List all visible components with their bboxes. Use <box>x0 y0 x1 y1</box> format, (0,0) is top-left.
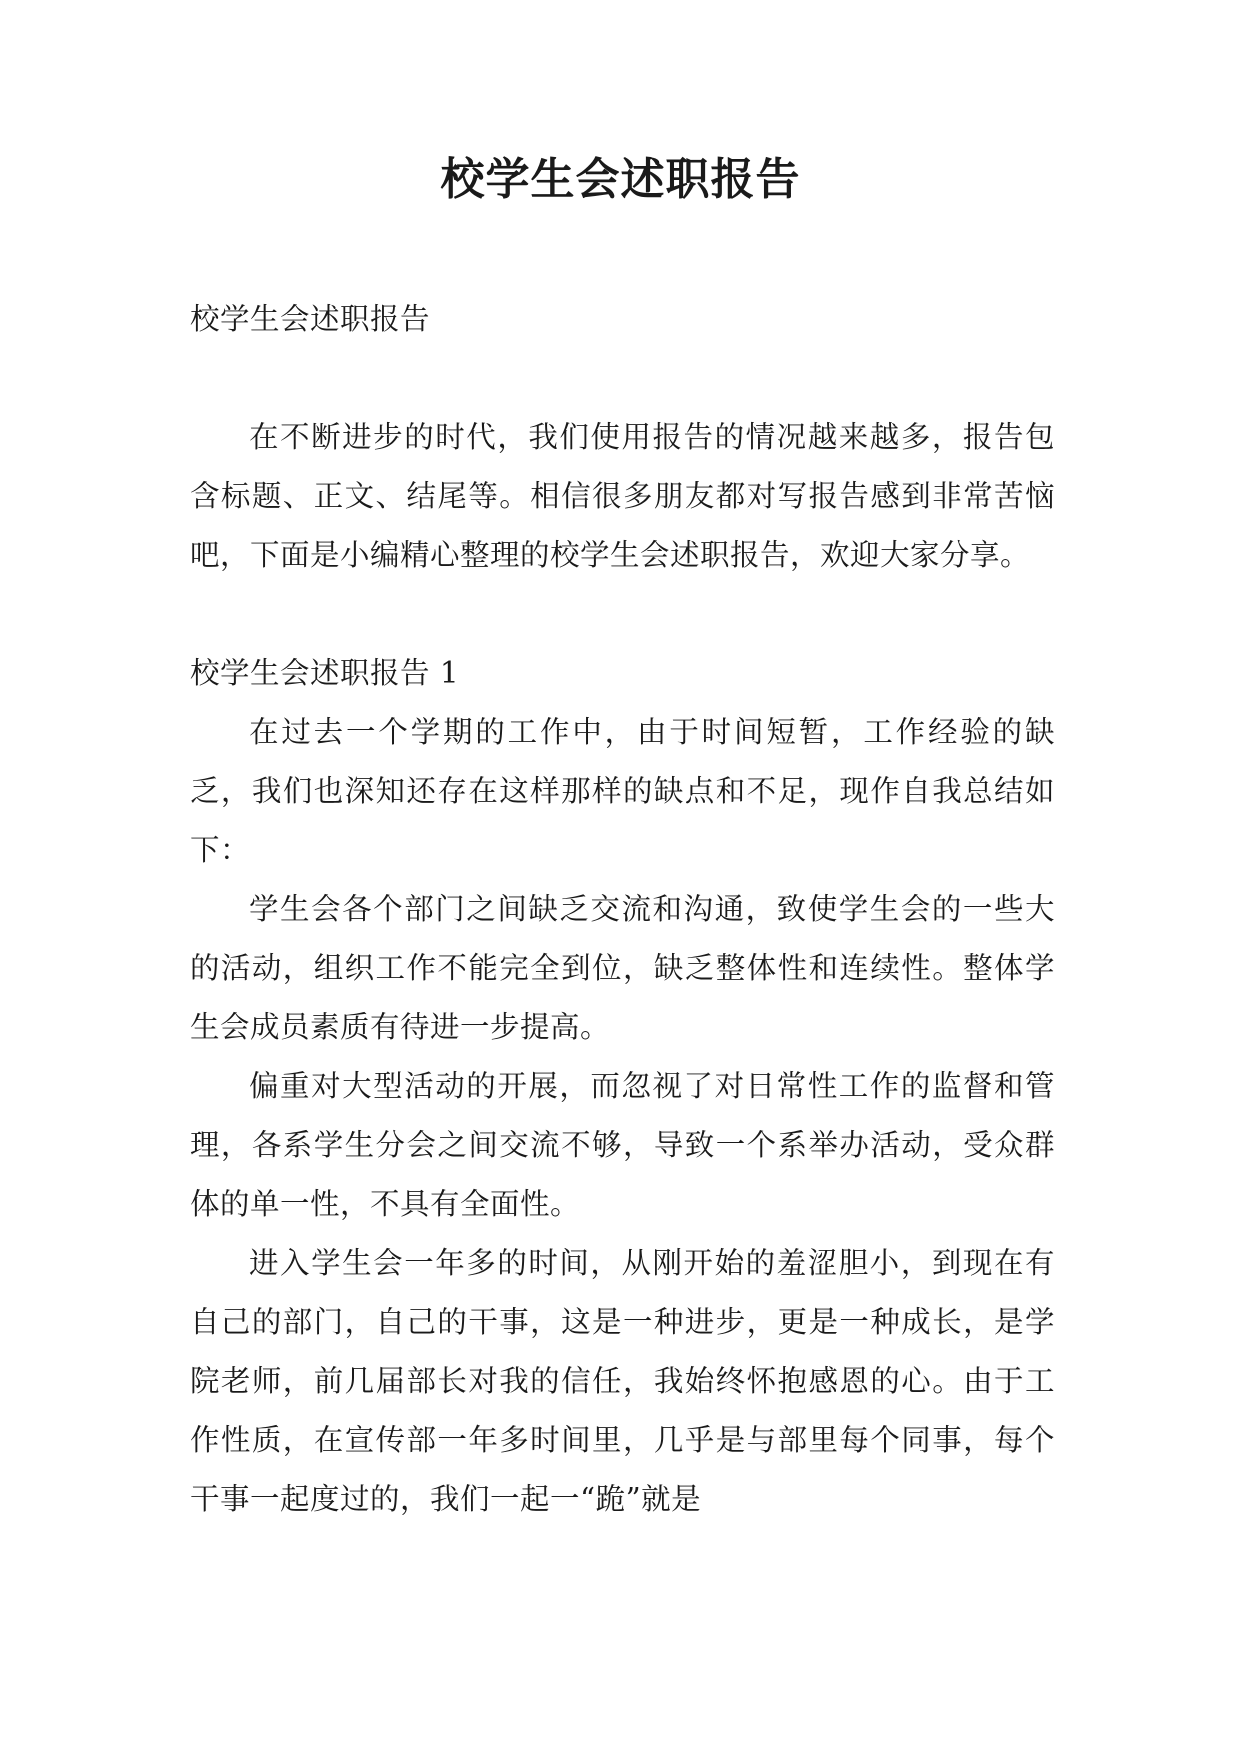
body-paragraph-4: 进入学生会一年多的时间，从刚开始的羞涩胆小，到现在有自己的部门，自己的干事，这是一种进步，更是一种成长，是学院老师，前几届部长对我的信任，我始终怀抱感恩的心。由于工作性质，在宣传部一年多时间里，几乎是与部里每个同事，每个干事一起度过的，我们一起一“跪”就是 <box>190 1246 1055 1516</box>
document-subtitle: 校学生会述职报告 <box>190 302 431 336</box>
document-title: 校学生会述职报告 <box>440 154 801 205</box>
document-body <box>190 290 1055 1529</box>
body-paragraph-1: 在过去一个学期的工作中，由于时间短暂，工作经验的缺乏，我们也深知还存在这样那样的缺点和不足，现作自我总结如下： <box>190 715 1055 867</box>
section-heading: 校学生会述职报告 1 <box>190 656 460 690</box>
body-paragraph-3: 偏重对大型活动的开展，而忽视了对日常性工作的监督和管理，各系学生分会之间交流不够，导致一个系举办活动，受众群体的单一性，不具有全面性。 <box>190 1069 1055 1221</box>
intro-paragraph: 在不断进步的时代，我们使用报告的情况越来越多，报告包含标题、正文、结尾等。相信很多朋友都对写报告感到非常苦恼吧，下面是小编精心整理的校学生会述职报告，欢迎大家分享。 <box>190 420 1055 572</box>
body-paragraph-2: 学生会各个部门之间缺乏交流和沟通，致使学生会的一些大的活动，组织工作不能完全到位，缺乏整体性和连续性。整体学生会成员素质有待进一步提高。 <box>190 892 1055 1044</box>
